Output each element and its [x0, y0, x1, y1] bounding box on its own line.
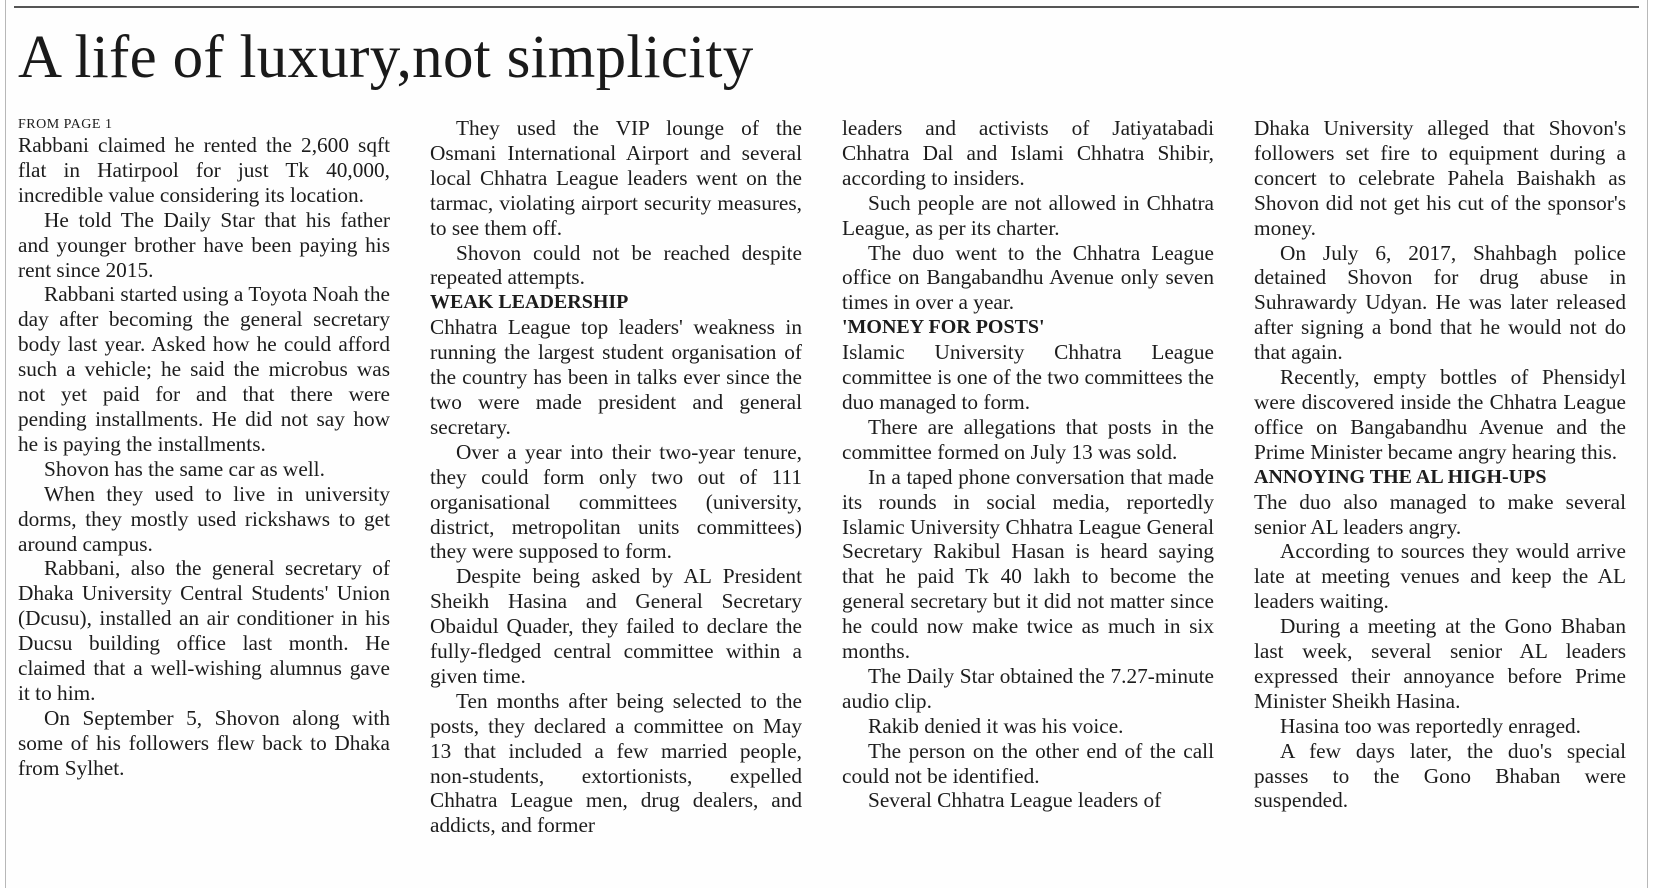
article-paragraph: Rabbani claimed he rented the 2,600 sqft flat in Hatirpool for just Tk 40,000, incredible value considering its location. — [18, 133, 390, 207]
column-1 — [18, 116, 390, 874]
section-subhead: ANNOYING THE AL HIGH-UPS — [1254, 465, 1547, 488]
column-3 — [842, 116, 1214, 874]
article-paragraph: A few days later, the duo's special passes to the Gono Bhaban were suspended. — [1254, 738, 1626, 813]
column-4 — [1254, 116, 1626, 874]
article-paragraph: Shovon could not be reached despite repeated attempts. — [430, 240, 802, 290]
article-paragraph: Over a year into their two-year tenure, they could form only two out of 111 organisational committees (university, district, metropolitan units committees) they were supposed to form. — [430, 439, 802, 564]
article-paragraph: The person on the other end of the call could not be identified. — [842, 738, 1214, 788]
article-paragraph: Several Chhatra League leaders of — [868, 788, 1162, 813]
article-paragraph: Islamic University Chhatra League committee is one of the two committees the duo managed to form. — [842, 340, 1214, 414]
article-paragraph: Rabbani started using a Toyota Noah the day after becoming the general secretary body last year. Asked how he could afford such a vehicle; he said the microbus was not yet paid for and that there were pending installments. He did not say how he is paying the installments. — [18, 282, 390, 456]
article-paragraph: During a meeting at the Gono Bhaban last week, several senior AL leaders expressed their annoyance before Prime Minister Sheikh Hasina. — [1254, 614, 1626, 713]
article-body — [18, 116, 1638, 874]
dateline: FROM PAGE 1 — [18, 117, 113, 132]
article-paragraph: There are allegations that posts in the committee formed on July 13 was sold. — [842, 414, 1214, 464]
article-paragraph: Hasina too was reportedly enraged. — [1280, 713, 1582, 738]
article-paragraph: Such people are not allowed in Chhatra League, as per its charter. — [842, 190, 1214, 240]
article-paragraph: He told The Daily Star that his father and younger brother have been paying his rent since 2015. — [18, 207, 390, 282]
article-paragraph: They used the VIP lounge of the Osmani International Airport and several local Chhatra League leaders went on the tarmac, violating airport security measures, to see them off. — [430, 116, 802, 240]
article-paragraph: Rakib denied it was his voice. — [868, 713, 1124, 738]
article-paragraph: Rabbani, also the general secretary of Dhaka University Central Students' Union (Dcusu), installed an air conditioner in his Ducsu building office last month. He claimed that a well-wishing alumnus gave it to him. — [18, 556, 390, 705]
headline: A life of luxury,not simplicity — [18, 24, 754, 91]
article-paragraph: On July 6, 2017, Shahbagh police detained Shovon for drug abuse in Suhrawardy Udyan. He was later released after signing a bond that he would not do that again. — [1254, 240, 1626, 365]
top-rule — [14, 6, 1639, 8]
article-paragraph: On September 5, Shovon along with some of his followers flew back to Dhaka from Sylhet. — [18, 705, 390, 780]
article-paragraph: Ten months after being selected to the posts, they declared a committee on May 13 that included a few married people, non-students, extortionists, expelled Chhatra League men, drug dealers, and addicts, and former — [430, 688, 802, 838]
article-paragraph: Shovon has the same car as well. — [44, 456, 325, 481]
article-paragraph: In a taped phone conversation that made its rounds in social media, reportedly Islamic University Chhatra League General Secretary Rakibul Hasan is heard saying that he paid Tk 40 lakh to become the general secretary but it did not matter since he could now make twice as much in six months. — [842, 464, 1214, 664]
article-paragraph: Dhaka University alleged that Shovon's followers set fire to equipment during a concert to celebrate Pahela Baishakh as Shovon did not get his cut of the sponsor's money. — [1254, 116, 1626, 240]
article-paragraph: The duo went to the Chhatra League office on Bangabandhu Avenue only seven times in over a year. — [842, 240, 1214, 315]
article-paragraph: Recently, empty bottles of Phensidyl were discovered inside the Chhatra League office on Bangabandhu Avenue and the Prime Minister became angry hearing this. — [1254, 365, 1626, 464]
article-paragraph: Despite being asked by AL President Sheikh Hasina and General Secretary Obaidul Quader, they failed to declare the fully-fledged central committee within a given time. — [430, 564, 802, 688]
article-paragraph: The Daily Star obtained the 7.27-minute audio clip. — [842, 663, 1214, 713]
article-paragraph: The duo also managed to make several senior AL leaders angry. — [1254, 489, 1626, 539]
article-paragraph: Chhatra League top leaders' weakness in running the largest student organisation of the country has been in talks ever since the two were made president and general secretary. — [430, 315, 802, 439]
section-subhead: 'MONEY FOR POSTS' — [842, 316, 1045, 339]
article-paragraph: According to sources they would arrive late at meeting venues and keep the AL leaders waiting. — [1254, 539, 1626, 614]
article-paragraph: leaders and activists of Jatiyatabadi Chhatra Dal and Islami Chhatra Shibir, according to insiders. — [842, 116, 1214, 190]
column-2 — [430, 116, 802, 874]
article-paragraph: When they used to live in university dorms, they mostly used rickshaws to get around campus. — [18, 481, 390, 556]
section-subhead: WEAK LEADERSHIP — [430, 291, 629, 314]
